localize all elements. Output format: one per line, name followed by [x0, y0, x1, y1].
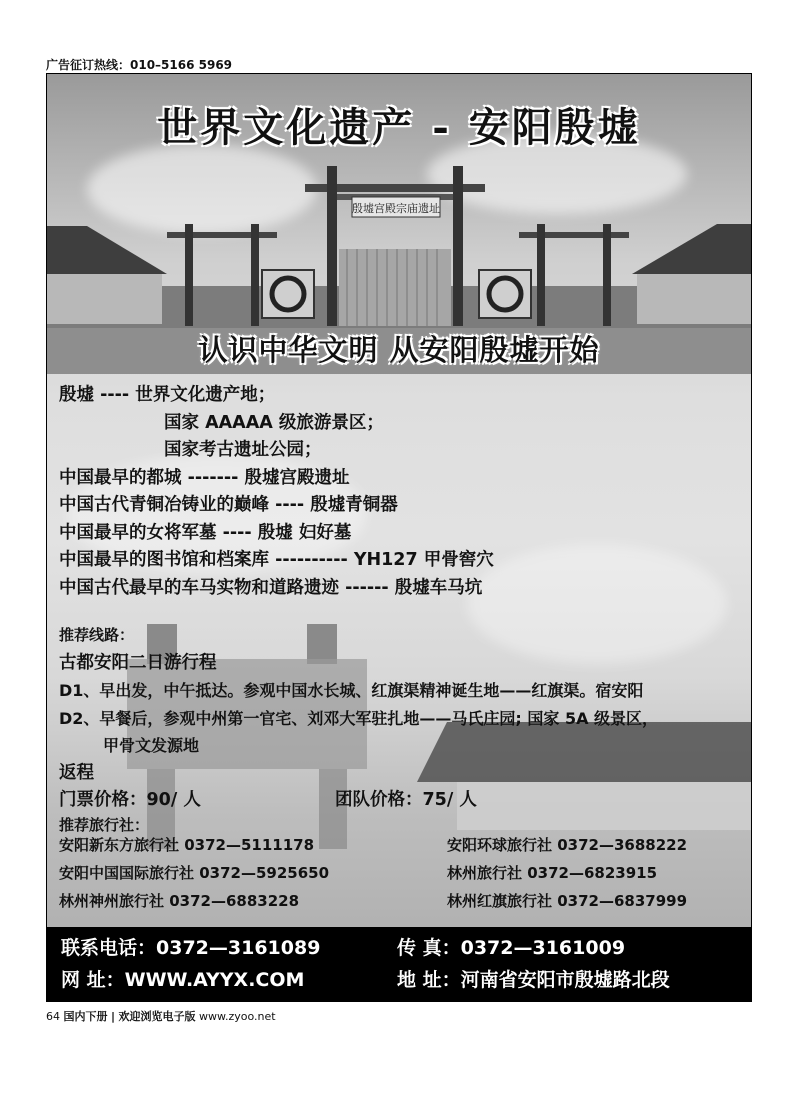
ad-slogan: 认识中华文明 从安阳殷墟开始 — [198, 333, 600, 367]
contact-address: 地 址：河南省安阳市殷墟路北段 — [397, 969, 670, 991]
route-name: 古都安阳二日游行程 — [59, 652, 217, 673]
ad-hotline: 广告征订热线：010–5166 5969 — [46, 58, 233, 72]
agency-list — [59, 834, 749, 924]
route-day2: D2、早餐后，参观中州第一官宅、刘邓大军驻扎地——马氏庄园; 国家 5A 级景区， — [59, 708, 659, 728]
agency-item: 安阳新东方旅行社 0372—5111178 — [59, 836, 315, 854]
contact-fax: 传 真：0372—3161009 — [397, 937, 626, 959]
agency-item: 林州红旗旅行社 0372—6837999 — [447, 892, 688, 910]
intro-line: 国家 AAAAA 级旅游景区； — [164, 412, 384, 433]
gate-pillar — [537, 224, 545, 326]
left-building-wall — [47, 274, 162, 324]
agency-item: 林州神州旅行社 0372—6883228 — [59, 892, 300, 910]
contact-website: 网 址：WWW.AYYX.COM — [61, 969, 305, 991]
contact-phone: 联系电话：0372—3161089 — [61, 937, 321, 959]
intro-line: 中国古代青铜冶铸业的巅峰 ---- 殷墟青铜器 — [59, 495, 398, 515]
intro-block — [59, 382, 494, 602]
gate-pillar — [185, 224, 193, 326]
right-building-roof — [632, 224, 751, 274]
page-number: 64 — [46, 1010, 60, 1023]
ebook-note: 欢迎浏览电子版 — [118, 1010, 196, 1023]
intro-line: 国家考古遗址公园； — [164, 440, 322, 460]
ticket-price: 门票价格：90/ 人 — [59, 790, 201, 810]
gate-pillar — [453, 166, 463, 326]
agency-item: 安阳中国国际旅行社 0372—5925650 — [59, 864, 330, 882]
group-price: 团队价格：75/ 人 — [335, 790, 477, 810]
intro-line: 中国最早的女将军墓 ---- 殷墟 妇好墓 — [59, 522, 352, 543]
section-name: 国内下册 — [63, 1010, 108, 1023]
ad-title: 世界文化遗产 - 安阳殷墟 — [157, 104, 641, 151]
right-gate-beam — [519, 232, 629, 238]
gate-pillar — [251, 224, 259, 326]
right-building-wall — [637, 274, 751, 324]
agencies-heading: 推荐旅行社： — [59, 816, 150, 834]
footer-separator: | — [111, 1010, 116, 1023]
route-heading: 推荐线路： — [59, 626, 135, 644]
route-return: 返程 — [59, 762, 94, 783]
intro-line: 殷墟 ---- 世界文化遗产地； — [59, 385, 276, 405]
gate-door — [339, 249, 451, 326]
gate-plaque-text: 殷墟宫殿宗庙遗址 — [352, 202, 440, 215]
agency-item: 安阳环球旅行社 0372—3688222 — [447, 836, 688, 854]
agency-item: 林州旅行社 0372—6823915 — [447, 864, 658, 882]
left-gate-beam — [167, 232, 277, 238]
contact-bar — [47, 927, 751, 1001]
gate-pillar — [603, 224, 611, 326]
left-building-roof — [47, 226, 167, 274]
gate-pillar — [327, 166, 337, 326]
intro-line: 中国最早的图书馆和档案库 ---------- YH127 甲骨窖穴 — [59, 550, 494, 570]
intro-line: 中国古代最早的车马实物和道路遗迹 ------ 殷墟车马坑 — [59, 577, 483, 598]
footer-url: www.zyoo.net — [199, 1010, 276, 1023]
advertisement-panel — [46, 73, 752, 1002]
page-footer — [46, 1008, 276, 1024]
intro-line: 中国最早的都城 ------- 殷墟宫殿遗址 — [59, 467, 350, 488]
route-day1: D1、早出发，中午抵达。参观中国水长城、红旗渠精神诞生地——红旗渠。宿安阳 — [59, 681, 644, 700]
route-block — [59, 624, 658, 838]
route-day2-cont: 甲骨文发源地 — [103, 736, 200, 755]
